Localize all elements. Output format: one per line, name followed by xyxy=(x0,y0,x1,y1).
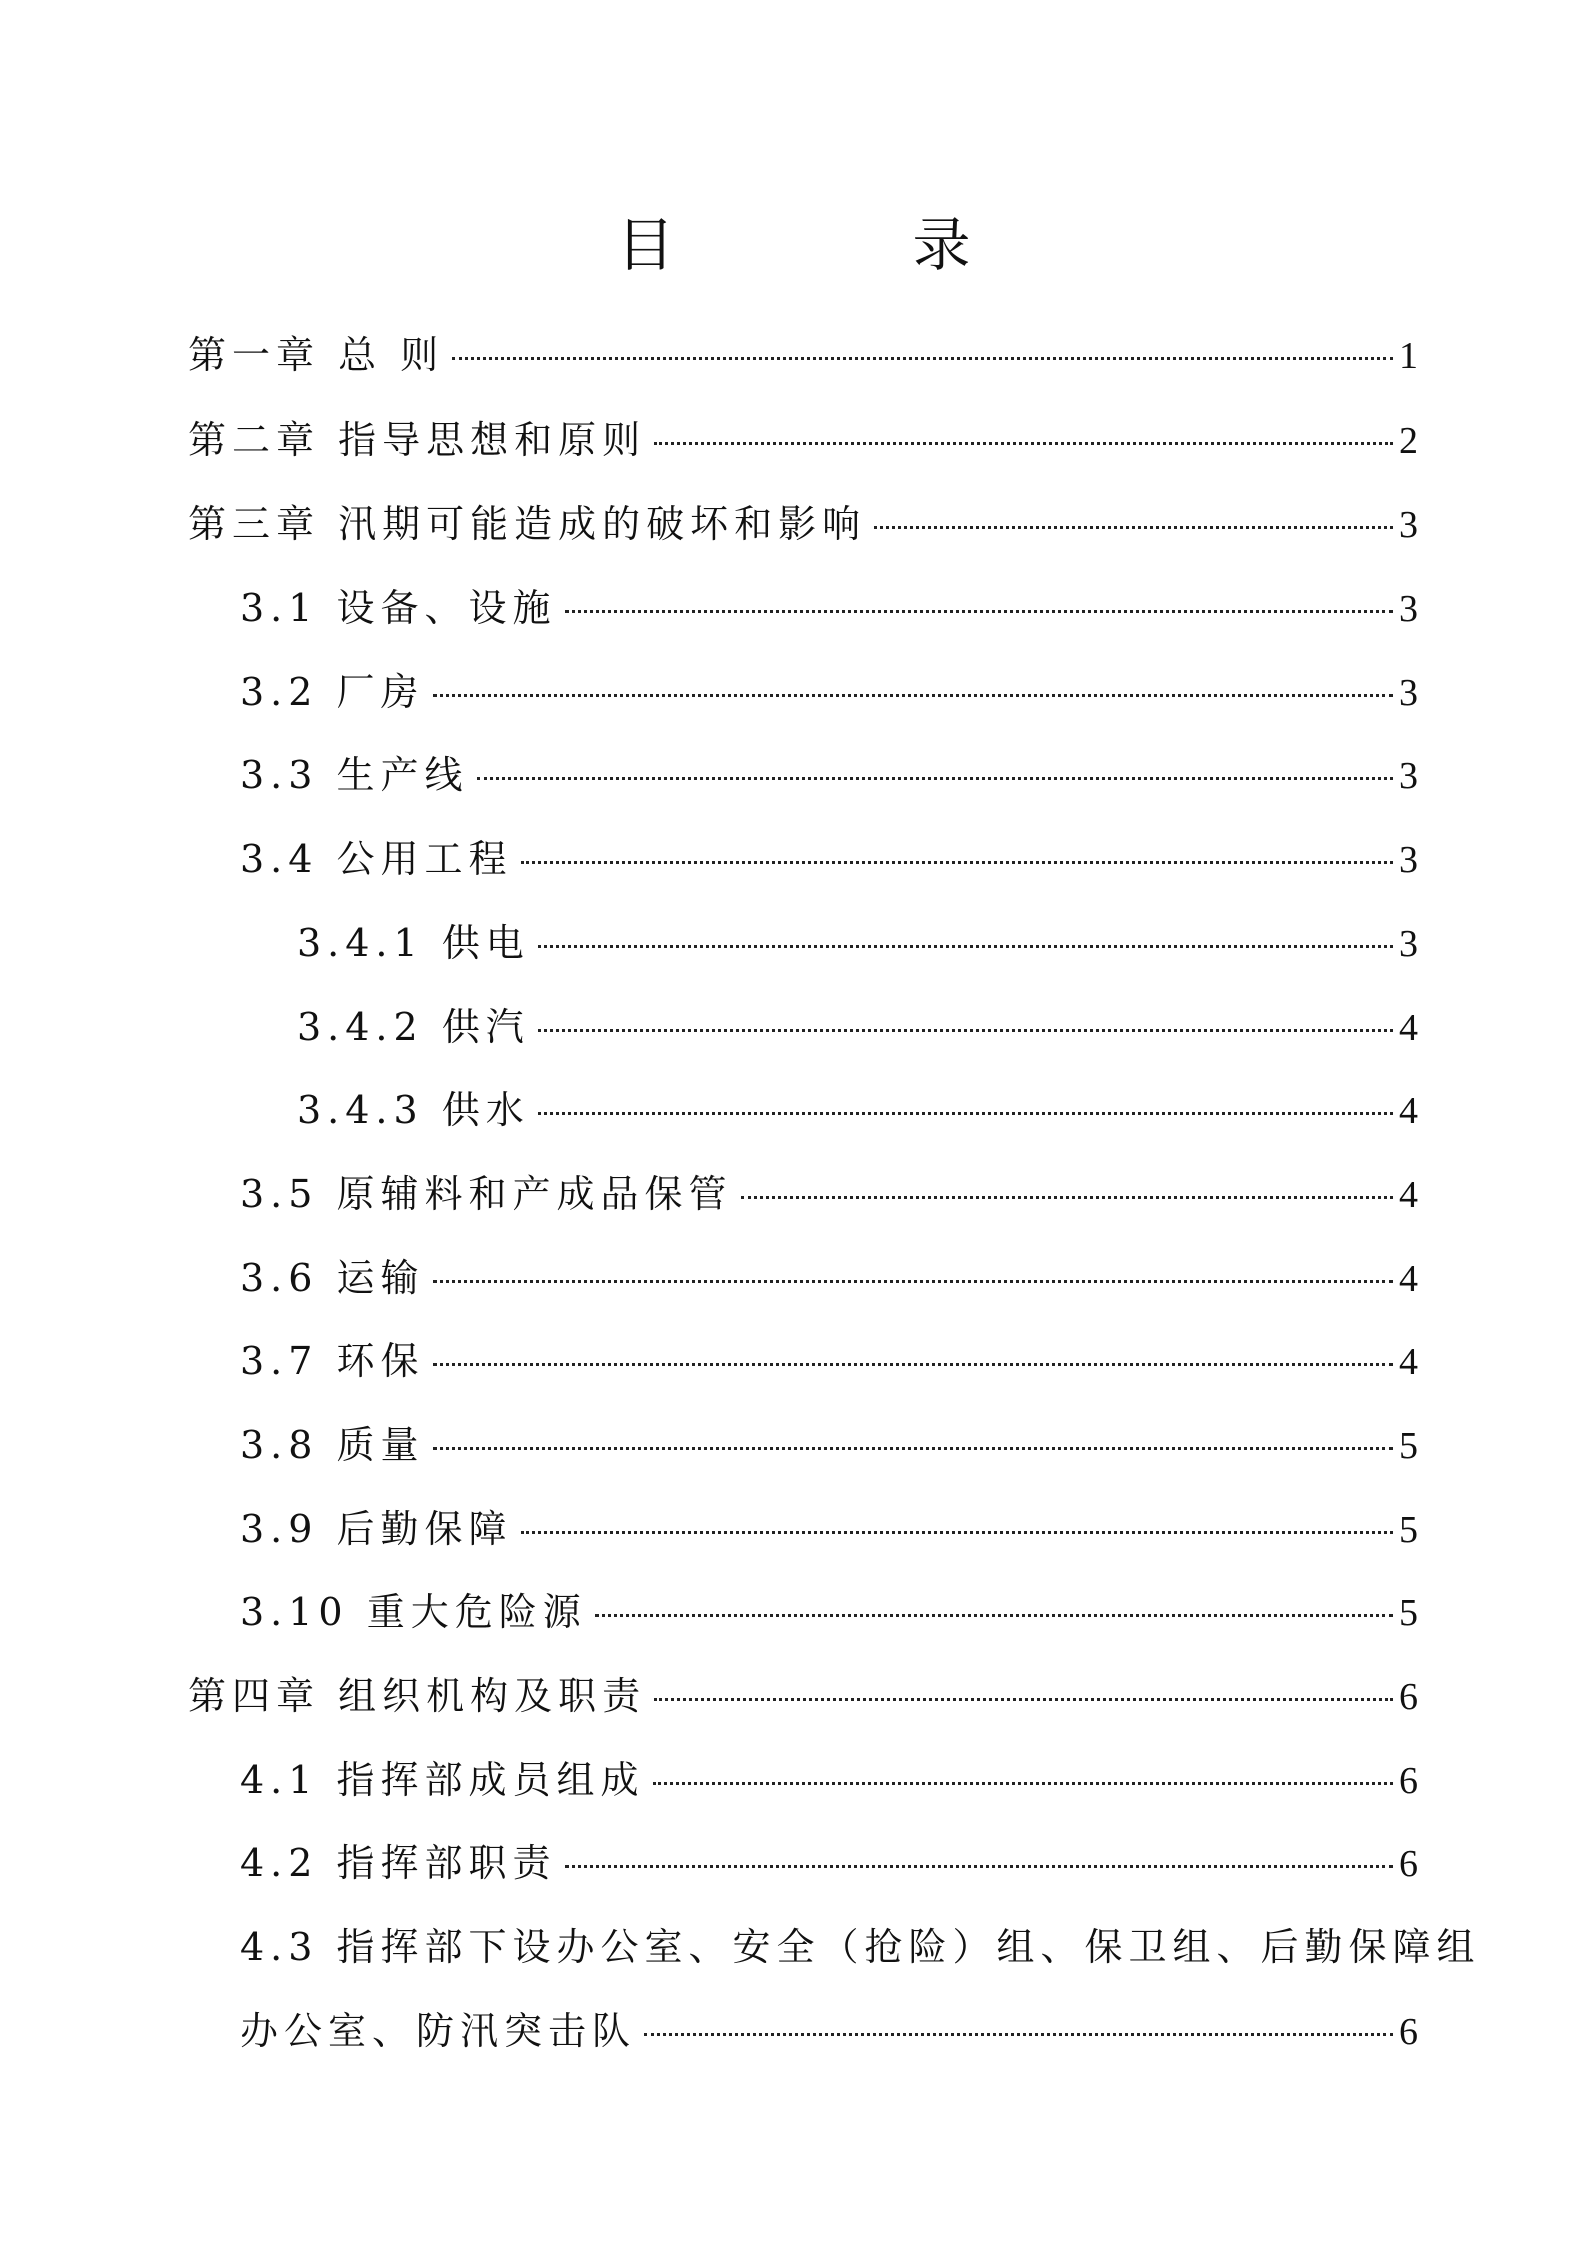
toc-entry-label: 4.1 指挥部成员组成 xyxy=(240,1758,645,1802)
toc-entry-wrapped-continuation[interactable] xyxy=(240,2001,1418,2061)
toc-entry[interactable] xyxy=(240,1331,1418,1391)
toc-entry-page: 3 xyxy=(1399,588,1418,630)
toc-entry-page: 2 xyxy=(1399,420,1418,462)
toc-entry-label: 3.5 原辅料和产成品保管 xyxy=(240,1172,733,1216)
dot-leader xyxy=(433,1447,1393,1450)
toc-entry[interactable] xyxy=(297,997,1418,1057)
toc-entry-label: 3.4 公用工程 xyxy=(240,837,513,881)
dot-leader xyxy=(433,694,1393,697)
toc-entry[interactable] xyxy=(240,1164,1418,1224)
toc-title: 目 录 xyxy=(616,211,1061,279)
toc-entry[interactable] xyxy=(240,1248,1418,1308)
toc-entry[interactable] xyxy=(240,1499,1418,1559)
toc-entry-page: 6 xyxy=(1399,1760,1418,1802)
toc-entry-page: 4 xyxy=(1399,1174,1418,1216)
toc-entry-label: 第四章 组织机构及职责 xyxy=(188,1674,647,1718)
toc-entry[interactable] xyxy=(240,745,1418,805)
toc-entry-label: 3.1 设备、设施 xyxy=(240,586,557,630)
toc-entry[interactable] xyxy=(240,578,1418,638)
dot-leader xyxy=(538,1029,1393,1032)
toc-entry-page: 4 xyxy=(1399,1090,1418,1132)
toc-entry[interactable] xyxy=(188,325,1418,385)
toc-entry-label: 3.8 质量 xyxy=(240,1423,425,1467)
dot-leader xyxy=(595,1614,1393,1617)
toc-entry-page: 3 xyxy=(1399,504,1418,546)
dot-leader xyxy=(874,526,1393,529)
toc-entry-label: 3.4.2 供汽 xyxy=(297,1005,530,1049)
toc-entry-page: 4 xyxy=(1399,1007,1418,1049)
dot-leader xyxy=(538,945,1393,948)
toc-entry[interactable] xyxy=(240,1582,1418,1642)
dot-leader xyxy=(477,777,1393,780)
toc-entry[interactable] xyxy=(240,662,1418,722)
toc-entry-label: 3.6 运输 xyxy=(240,1256,425,1300)
toc-entry-label: 3.4.3 供水 xyxy=(297,1088,530,1132)
toc-entry-page: 3 xyxy=(1399,839,1418,881)
toc-entry-page: 5 xyxy=(1399,1509,1418,1551)
toc-entry[interactable] xyxy=(297,1080,1418,1140)
toc-entry[interactable] xyxy=(188,494,1418,554)
toc-entry-label: 4.2 指挥部职责 xyxy=(240,1841,557,1885)
toc-entry-page: 4 xyxy=(1399,1341,1418,1383)
toc-entry-page: 1 xyxy=(1399,335,1418,377)
toc-entry-page: 5 xyxy=(1399,1592,1418,1634)
toc-entry-label: 3.3 生产线 xyxy=(240,753,469,797)
toc-entry-page: 6 xyxy=(1399,1676,1418,1718)
toc-entry-wrapped-first-line[interactable]: 4.3 指挥部下设办公室、安全（抢险）组、保卫组、后勤保障组 xyxy=(240,1925,1481,1969)
toc-entry-label: 第二章 指导思想和原则 xyxy=(188,418,647,462)
toc-entry[interactable] xyxy=(297,913,1418,973)
dot-leader xyxy=(521,1531,1393,1534)
toc-entry-label: 第一章 总 则 xyxy=(188,333,445,377)
toc-entry-label: 3.2 厂房 xyxy=(240,670,425,714)
dot-leader xyxy=(538,1112,1393,1115)
toc-entry-page: 3 xyxy=(1399,672,1418,714)
dot-leader xyxy=(565,610,1393,613)
dot-leader xyxy=(654,1698,1393,1701)
dot-leader xyxy=(433,1280,1393,1283)
toc-entry-page: 6 xyxy=(1399,1843,1418,1885)
toc-entry-page: 3 xyxy=(1399,923,1418,965)
toc-entry[interactable] xyxy=(188,410,1418,470)
toc-entry-label: 第三章 汛期可能造成的破坏和影响 xyxy=(188,502,867,546)
toc-entry[interactable] xyxy=(240,1750,1418,1810)
dot-leader xyxy=(644,2033,1393,2036)
dot-leader xyxy=(565,1865,1393,1868)
dot-leader xyxy=(452,357,1393,360)
dot-leader xyxy=(433,1363,1393,1366)
dot-leader xyxy=(653,1782,1393,1785)
toc-entry-label: 3.10 重大危险源 xyxy=(240,1590,587,1634)
dot-leader xyxy=(521,861,1393,864)
toc-entry-page: 5 xyxy=(1399,1425,1418,1467)
toc-entry-page: 4 xyxy=(1399,1258,1418,1300)
dot-leader xyxy=(741,1196,1393,1199)
toc-entry-page: 3 xyxy=(1399,755,1418,797)
toc-entry[interactable] xyxy=(240,1415,1418,1475)
dot-leader xyxy=(654,442,1393,445)
toc-entry-label: 3.4.1 供电 xyxy=(297,921,530,965)
toc-entry[interactable] xyxy=(240,1833,1418,1893)
toc-entry-label: 办公室、防汛突击队 xyxy=(240,2009,637,2053)
toc-entry-label: 3.9 后勤保障 xyxy=(240,1507,513,1551)
toc-entry[interactable] xyxy=(240,829,1418,889)
toc-entry[interactable] xyxy=(188,1666,1418,1726)
toc-entry-page: 6 xyxy=(1399,2011,1418,2053)
toc-entry-label: 3.7 环保 xyxy=(240,1339,425,1383)
